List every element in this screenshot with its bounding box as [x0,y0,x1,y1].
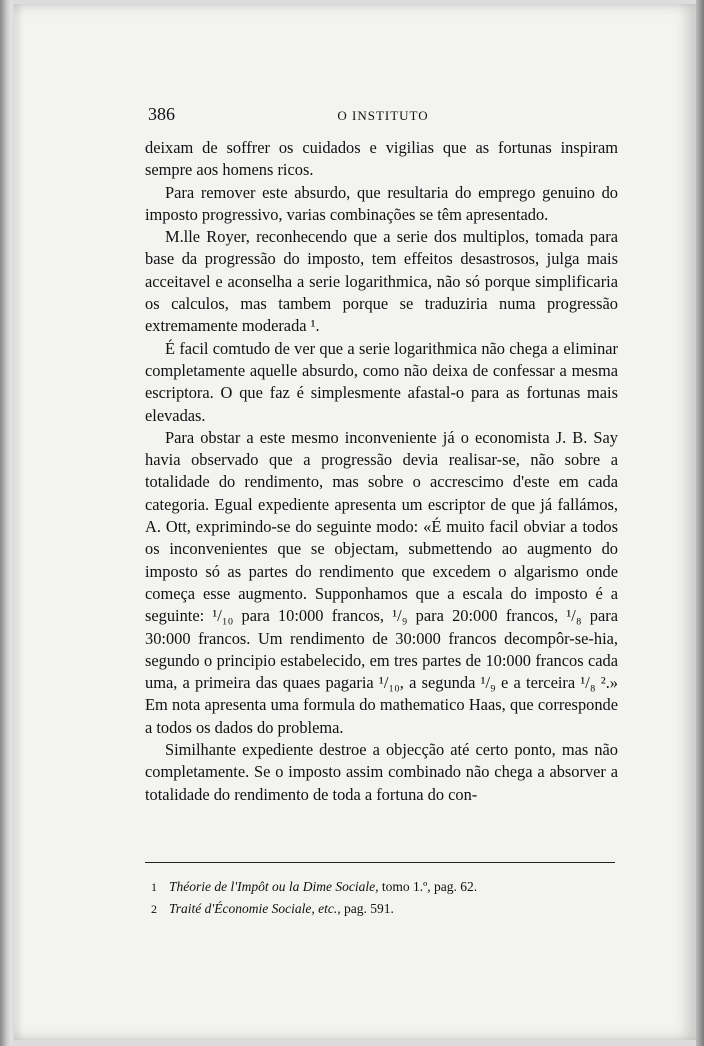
paragraph-5: Para obstar a este mesmo inconveniente já o economista J. B. Say havia observado que a progressão devia realisar-se, não sobre a totalidade do rendimento, mas sobre o accrescimo d'este em cada categoria. Egual expediente apresenta um escriptor de que já fallámos, A. Ott, exprimindo-se do seguinte modo: «É muito facil obviar a todos os inconvenientes que se objectam, submettendo ao augmento do imposto só as partes do rendimento que excedem o algarismo onde começa esse augmento. Supponhamos que a escala do imposto é a seguinte: ¹/₁₀ para 10:000 francos, ¹/₉ para 20:000 francos, ¹/₈ para 30:000 francos. Um rendimento de 30:000 francos decompôr-se-hia, segundo o principio estabelecido, em tres partes de 10:000 francos cada uma, a primeira das quaes pagaria ¹/₁₀, a segunda ¹/₉ e a terceira ¹/₈ ².» Em nota apresenta uma formula do mathematico Haas, que corresponde a todos os dados do problema. [145,427,618,737]
footnote-rule [145,862,615,863]
paragraph-2: Para remover este absurdo, que resultaria do emprego genuino do imposto progressivo, varias combinações se têm apresentado. [145,182,618,224]
paragraph-4: É facil comtudo de ver que a serie logarithmica não chega a eliminar completamente aquelle absurdo, como não deixa de confessar a mesma escriptora. O que faz é simplesmente afastal-o para as fortunas mais elevadas. [145,338,618,425]
page-number: 386 [148,104,175,124]
footnote-1 [151,876,621,898]
footnote-mark: 2 [151,902,157,916]
paragraph-6: Similhante expediente destroe a objecção até certo ponto, mas não completamente. Se o imposto assim combinado não chega a absorver a totalidade do rendimento de toda a fortuna do con- [145,740,618,804]
page-header [148,104,618,126]
footnote-ref: tomo 1.º, pag. 62. [378,879,478,894]
page-body [145,137,618,806]
book-spine-shadow [0,0,12,1046]
footnote-title: Traité d'Économie Sociale, etc., [169,901,341,916]
footnote-title: Théorie de l'Impôt ou la Dime Sociale, [169,879,379,894]
paragraph-1: deixam de soffrer os cuidados e vigilias que as fortunas inspiram sempre aos homens ricos. [145,138,618,180]
footnotes [151,876,621,920]
footnote-ref: pag. 591. [340,901,394,916]
footnote-2 [151,898,621,920]
paragraph-3: M.lle Royer, reconhecendo que a serie dos multiplos, tomada para base da progressão do imposto, tem effeitos desastrosos, julga mais acceitavel e aconselha a serie logarithmica, não só porque simplificaria os calculos, mas tambem porque se traduziria numa progressão extremamente moderada ¹. [145,227,618,336]
footnote-mark: 1 [151,880,157,894]
page-edge-shadow [696,0,704,1046]
running-head: O INSTITUTO [337,108,429,123]
